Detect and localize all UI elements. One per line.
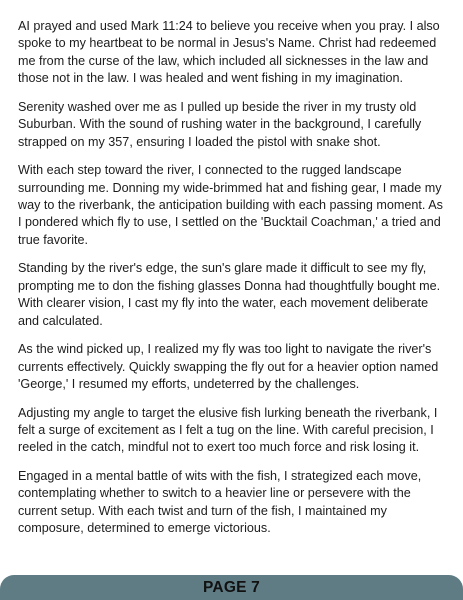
paragraph: With each step toward the river, I connected to the rugged landscape surrounding me. Donning my wide-brimmed hat and fishing gear, I made my way to the riverbank, the anticipation building with each passing moment. As I pondered which fly to use, I settled on the 'Bucktail Coachman,' a tried and true favorite.: [18, 163, 443, 247]
paragraph: Serenity washed over me as I pulled up beside the river in my trusty old Suburban. With the sound of rushing water in the background, I carefully strapped on my 357, ensuring I loaded the pistol with snake shot.: [18, 99, 422, 149]
page-body: [18, 18, 448, 549]
paragraph: As the wind picked up, I realized my fly was too light to navigate the river's currents effectively. Quickly swapping the fly out for a heavier option named 'George,' I resumed my efforts, undeterred by the challenges.: [18, 342, 439, 392]
page-footer-bar: [0, 575, 463, 600]
paragraph: Standing by the river's edge, the sun's glare made it difficult to see my fly, prompting me to don the fishing glasses Donna had thoughtfully bought me. With clearer vision, I cast my fly into the water, each movement deliberate and calculated.: [18, 261, 441, 328]
paragraph: Engaged in a mental battle of wits with the fish, I strategized each move, contemplating whether to switch to a heavier line or persevere with the current setup. With each twist and turn of the fish, I maintained my composure, determined to emerge victorious.: [18, 469, 422, 536]
page-number-label: PAGE 7: [203, 578, 260, 596]
paragraph: AI prayed and used Mark 11:24 to believe you receive when you pray. I also spoke to my heartbeat to be normal in Jesus's Name. Christ had redeemed me from the curse of the law, which included all sicknesses in the law and those not in the law. I was healed and went fishing in my imagination.: [18, 19, 440, 86]
paragraph: Adjusting my angle to target the elusive fish lurking beneath the riverbank, I felt a surge of excitement as I felt a tug on the line. With careful precision, I reeled in the catch, mindful not to exert too much force and risk losing it.: [18, 405, 438, 455]
